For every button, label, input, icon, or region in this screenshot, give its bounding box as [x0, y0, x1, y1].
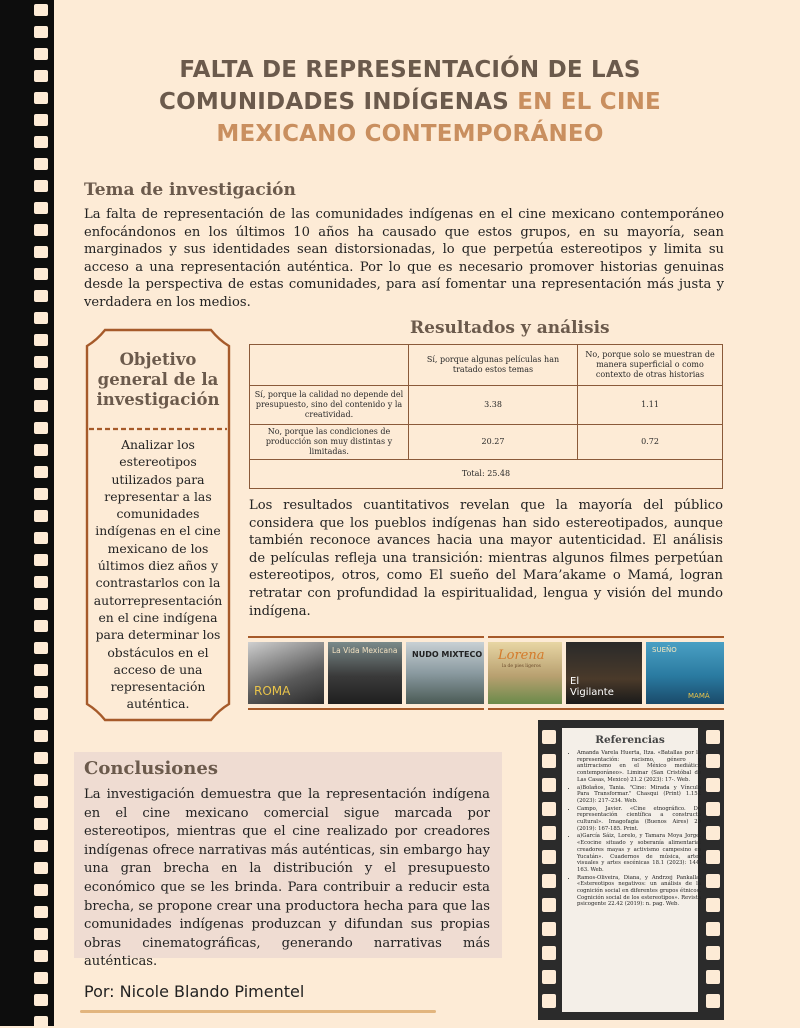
sprocket-hole	[34, 840, 48, 852]
poster-title	[110, 54, 710, 150]
sprocket-hole	[542, 970, 556, 984]
sprocket-hole	[34, 642, 48, 654]
list-item: • Amanda Varela Huerta, Itza. «Batallas por la representación: racismo, género y antirracismo en el México mediático contemporáneo». Liminar (San Cristóbal de Las Casas, Mexico) 21.2 (2023): 17-. Web.	[577, 750, 701, 784]
frame-bottom-line	[248, 708, 484, 710]
sprocket-hole	[34, 488, 48, 500]
table-total: Total: 25.48	[250, 460, 723, 489]
table-row	[250, 345, 723, 386]
sprocket-hole	[34, 114, 48, 126]
film-title-vida: La Vida Mexicana	[332, 646, 398, 655]
sprocket-hole	[34, 92, 48, 104]
sprocket-hole	[542, 778, 556, 792]
author-underline	[80, 1010, 436, 1013]
film-frames-right	[488, 630, 724, 714]
sprocket-hole	[706, 778, 720, 792]
sprocket-hole	[34, 48, 48, 60]
sprocket-hole	[34, 752, 48, 764]
sprocket-hole	[34, 994, 48, 1006]
sprocket-hole	[34, 290, 48, 302]
title-line-2: COMUNIDADES INDÍGENAS	[159, 89, 509, 115]
sprocket-hole	[34, 378, 48, 390]
references-filmbox	[538, 720, 724, 1020]
sprocket-hole	[34, 26, 48, 38]
film-title-nudo: NUDO MIXTECO	[412, 650, 483, 659]
film-poster-roma	[248, 642, 324, 704]
tema-text: La falta de representación de las comunidades indígenas en el cine mexicano contemporáneo enfocándonos en los últimos 10 años ha causado que estos grupos, en su mayoría, sean marginados y sus identidades sean distorsionadas, lo que perpetúa estereotipos y limita su acceso a una representación auténtica. Por lo que es necesario promover historias genuinas desde la perspectiva de estas comunidades, para así fomentar una representación más justa y verdadera en los medios.	[84, 207, 724, 310]
references-paper	[562, 728, 701, 1012]
sprocket-hole	[34, 730, 48, 742]
sprocket-hole	[542, 850, 556, 864]
sprocket-hole	[34, 862, 48, 874]
film-poster-vigilante	[566, 642, 642, 704]
table-header-col2: No, porque solo se muestran de manera superficial o como contexto de otras historias	[578, 345, 723, 386]
sprocket-hole	[542, 754, 556, 768]
sprocket-hole	[542, 898, 556, 912]
sprocket-hole	[34, 598, 48, 610]
objective-heading: Objetivo general de la investigación	[96, 350, 220, 409]
results-table	[249, 344, 723, 489]
sprocket-hole	[34, 972, 48, 984]
frame-bottom-line	[488, 708, 724, 710]
sprocket-hole	[34, 796, 48, 808]
sprocket-hole	[706, 946, 720, 960]
sprocket-hole	[706, 994, 720, 1008]
sprocket-hole	[706, 754, 720, 768]
sprocket-hole	[34, 774, 48, 786]
sprocket-hole	[706, 874, 720, 888]
film-title-sueno: SUEÑO	[652, 646, 677, 654]
film-subtitle-lorena: la de pies ligeros	[502, 664, 541, 669]
table-row2-label: No, porque las condiciones de producción son muy distintas y limitadas.	[250, 425, 409, 460]
sprocket-hole	[34, 334, 48, 346]
film-frames-left	[248, 630, 484, 714]
sprocket-hole	[34, 246, 48, 258]
sprocket-hole	[706, 898, 720, 912]
sprocket-hole	[34, 400, 48, 412]
film-poster-sueno	[646, 642, 724, 704]
list-item: • a)Bolaños, Tania. "Cine: Mirada y Vínculo Para Transformar." Chasqui (Print) 1.152 (2023): 217–234. Web.	[577, 785, 701, 805]
resultados-heading: Resultados y análisis	[410, 318, 610, 338]
sprocket-hole	[34, 906, 48, 918]
conclusiones-text: La investigación demuestra que la representación indígena en el cine mexicano comercial sigue marcada por estereotipos, mientras que el cine realizado por creadores indígenas ofrece narrativas más auténticas, sin embargo hay una gran brecha en la distribución y el presupuesto económico que se les brinda. Para contribuir a reducir esta brecha, se propone crear una productora hecha para que las comunidades indígenas produzcan y difundan sus propias obras cinematográficas, generando narrativas más auténticas.	[84, 787, 490, 970]
table-header-col1: Sí, porque algunas películas han tratado estos temas	[409, 345, 578, 386]
sprocket-hole	[34, 70, 48, 82]
film-poster-nudo	[406, 642, 484, 704]
list-item: • a)García Sáiz, Lorelo, y Tamara Moya Jorge. «Ecocine situado y soberanía alimentaria: creadores mayas y activismo campesino en Yucatán». Cuadernos de música, artes visuales y artes escénicas 18.1 (2023): 144-163. Web.	[577, 833, 701, 873]
sprocket-hole	[34, 180, 48, 192]
sprocket-hole	[706, 802, 720, 816]
table-row2-v2: 0.72	[578, 425, 723, 460]
sprocket-hole	[34, 884, 48, 896]
sprocket-hole	[34, 1016, 48, 1028]
sprocket-hole	[706, 826, 720, 840]
sprocket-hole	[34, 708, 48, 720]
sprocket-hole	[34, 444, 48, 456]
tema-heading: Tema de investigación	[84, 180, 296, 200]
table-row1-v1: 3.38	[409, 386, 578, 425]
film-poster-vida	[328, 642, 402, 704]
sprocket-hole	[34, 312, 48, 324]
sprocket-hole	[542, 730, 556, 744]
sprocket-hole	[34, 136, 48, 148]
frame-top-line	[488, 636, 724, 638]
objective-box	[83, 326, 233, 724]
table-row1-v2: 1.11	[578, 386, 723, 425]
frame-top-line	[248, 636, 484, 638]
sprocket-hole	[34, 554, 48, 566]
sprocket-hole	[542, 874, 556, 888]
references-heading: Referencias	[595, 734, 665, 746]
sprocket-hole	[706, 730, 720, 744]
sprocket-hole	[542, 826, 556, 840]
sprocket-hole	[34, 356, 48, 368]
sprocket-hole	[34, 422, 48, 434]
title-line-1: FALTA DE REPRESENTACIÓN DE LAS	[179, 57, 641, 83]
sprocket-hole	[34, 202, 48, 214]
table-corner	[250, 345, 409, 386]
film-title-vigilante: El Vigilante	[570, 676, 614, 698]
film-title-roma: ROMA	[254, 684, 291, 698]
sprocket-hole	[542, 922, 556, 936]
sprocket-hole	[34, 620, 48, 632]
sprocket-hole	[34, 510, 48, 522]
sprocket-hole	[34, 950, 48, 962]
table-row1-label: Sí, porque la calidad no depende del presupuesto, sino del contenido y la creatividad.	[250, 386, 409, 425]
sprocket-hole	[34, 928, 48, 940]
sprocket-hole	[34, 664, 48, 676]
film-poster-lorena	[488, 642, 562, 704]
author-credit: Por: Nicole Blando Pimentel	[84, 982, 305, 1001]
sprocket-hole	[34, 686, 48, 698]
sprocket-hole	[34, 532, 48, 544]
list-item: • Ramos-Oliveira, Diana, y Andrzej Pankalla. «Estereotipos negativos: un análisis de la cognición social en diferentes grupos étnicos. Cognición social de los estereotipos». Revista psicogente 22.42 (2019): n. pag. Web.	[577, 875, 701, 909]
sprocket-hole	[34, 4, 48, 16]
references-list	[570, 750, 701, 909]
sprocket-hole	[34, 576, 48, 588]
resultados-text: Los resultados cuantitativos revelan que la mayoría del público considera que los pueblos indígenas han sido estereotipados, aunque también reconoce avances hacia una mayor autenticidad. El análisis de películas refleja una transición: mientras algunos filmes perpetúan estereotipos, otros, como El sueño del Mara’akame o Mamá, logran retratar con profundidad la espiritualidad, lengua y visión del mundo indígena.	[249, 498, 723, 619]
table-row2-v1: 20.27	[409, 425, 578, 460]
sprocket-hole	[542, 994, 556, 1008]
sprocket-hole	[34, 466, 48, 478]
objective-text: Analizar los estereotipos utilizados para representar a las comunidades indígenas en el cine mexicano de los últimos diez años y contrastarlos con la autorrepresentación en el cine indígena para determinar los obstáculos en el acceso de una representación auténtica.	[93, 437, 223, 712]
table-row	[250, 460, 723, 489]
sprocket-hole	[542, 802, 556, 816]
sprocket-hole	[706, 850, 720, 864]
sprocket-hole	[34, 818, 48, 830]
filmstrip-border	[0, 0, 54, 1026]
sprocket-hole	[542, 946, 556, 960]
title-accent-2: MEXICANO CONTEMPORÁNEO	[216, 121, 604, 147]
film-subtitle-sueno: MAMÁ	[688, 692, 710, 700]
list-item: • Campo, Javier. «Cine etnográfico. De representación científica a constructo cultural». Imagofagia (Buenos Aires) 20 (2019): 167-185. Print.	[577, 806, 701, 833]
conclusiones-heading: Conclusiones	[84, 758, 218, 779]
table-row	[250, 386, 723, 425]
title-accent-1: EN EL CINE	[517, 89, 661, 115]
table-row	[250, 425, 723, 460]
film-title-lorena: Lorena	[498, 648, 545, 663]
sprocket-hole	[34, 224, 48, 236]
sprocket-hole	[34, 268, 48, 280]
sprocket-hole	[706, 970, 720, 984]
sprocket-hole	[706, 922, 720, 936]
sprocket-hole	[34, 158, 48, 170]
